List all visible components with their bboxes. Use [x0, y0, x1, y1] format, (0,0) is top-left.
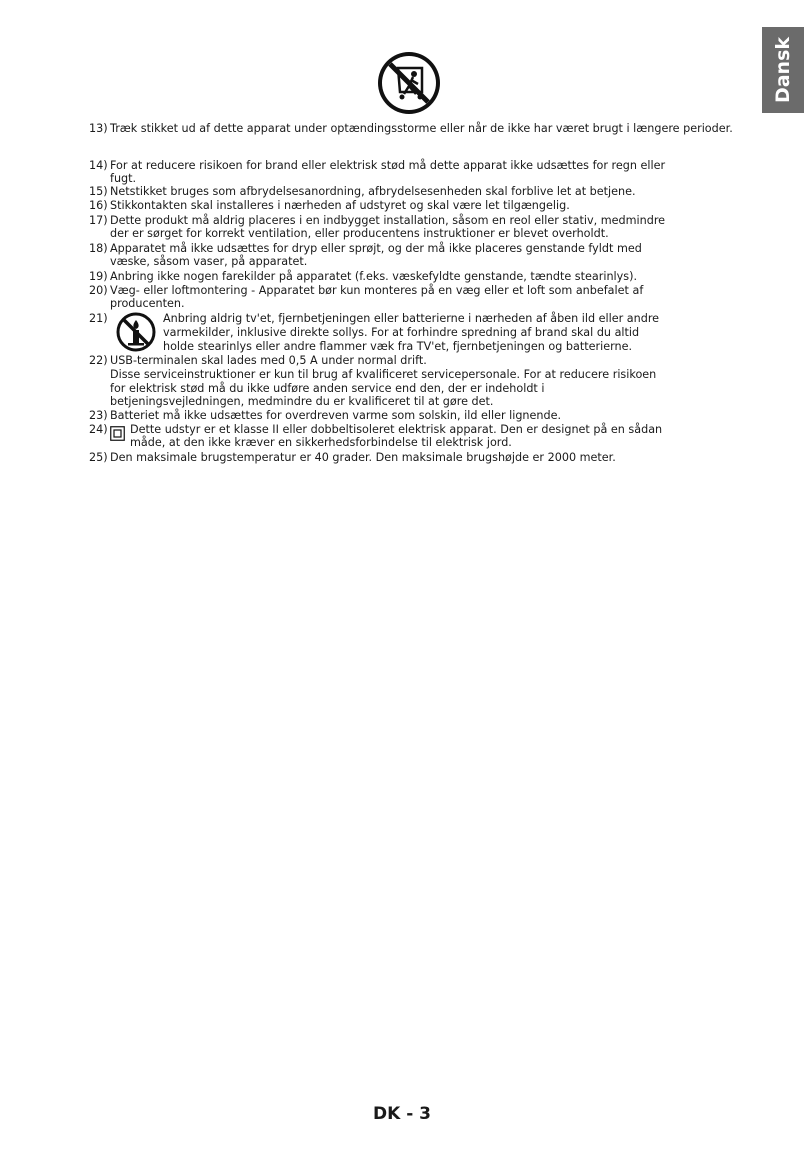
item-text: Den maksimale brugstemperatur er 40 grader. Den maksimale brugshøjde er 2000 meter. — [110, 451, 616, 464]
item-text-cont: Disse serviceinstruktioner er kun til brug af kvalificeret servicepersonale. For at reducere risikoen — [110, 368, 657, 381]
item-text: Dette udstyr er et klasse II eller dobbeltisoleret elektrisk apparat. Den er designet på en sådan — [130, 423, 663, 436]
item-text: Netstikket bruges som afbrydelsesanordning, afbrydelsesenheden skal forblive let at betjene. — [110, 185, 636, 198]
cart-tip-warning-icon — [376, 50, 442, 116]
item-text-cont: måde, at den ikke kræver en sikkerhedsforbindelse til elektrisk jord. — [130, 436, 512, 449]
item-text: Apparatet må ikke udsættes for dryp eller sprøjt, og der må ikke placeres genstande fyldt med — [110, 242, 642, 255]
item-number: 15) — [89, 185, 108, 198]
item-text-cont: der er sørget for korrekt ventilation, eller producentens instruktioner er blevet overholdt. — [110, 226, 609, 240]
item-text: Stikkontakten skal installeres i nærheden af udstyret og skal være let tilgængelig. — [110, 199, 570, 212]
item-number: 25) — [89, 451, 108, 464]
language-tab-label: Dansk — [772, 36, 795, 104]
item-text: USB-terminalen skal lades med 0,5 A under normal drift. — [110, 354, 427, 367]
no-open-flame-icon — [116, 312, 156, 352]
item-number: 22) — [89, 354, 108, 367]
item-text-cont: betjeningsvejledningen, medmindre du er kvalificeret til at gøre det. — [110, 395, 494, 408]
item-text: Væg- eller loftmontering - Apparatet bør kun monteres på en væg eller et loft som anbefalet af — [110, 284, 644, 297]
item-text: Anbring ikke nogen farekilder på apparatet (f.eks. væskefyldte genstande, tændte stearinlys). — [110, 270, 638, 283]
item-number: 20) — [89, 284, 108, 297]
item-text: Batteriet må ikke udsættes for overdreven varme som solskin, ild eller lignende. — [110, 409, 562, 422]
item-number: 14) — [89, 159, 108, 172]
item-text-cont: for elektrisk stød må du ikke udføre anden service end den, der er indeholdt i — [110, 381, 545, 395]
item-text-cont: varmekilder, inklusive direkte sollys. For at forhindre spredning af brand skal du altid — [163, 326, 640, 339]
item-number: 17) — [89, 214, 108, 227]
item-number: 23) — [89, 409, 108, 422]
item-text: Træk stikket ud af dette apparat under optændingsstorme eller når de ikke har været brugt i længere perioder. — [110, 122, 733, 135]
item-number: 24) — [89, 423, 108, 436]
item-text: Anbring aldrig tv'et, fjernbetjeningen eller batterierne i nærheden af åben ild eller andre — [163, 312, 660, 325]
item-number: 21) — [89, 312, 108, 325]
item-text-cont: holde stearinlys eller andre flammer væk fra TV'et, fjernbetjeningen og batterierne. — [163, 340, 633, 353]
item-text-cont: væske, såsom vaser, på apparatet. — [110, 254, 308, 268]
class-ii-double-square-icon — [110, 426, 125, 441]
item-number: 19) — [89, 270, 108, 283]
page-number: DK - 3 — [372, 1104, 431, 1124]
language-tab — [762, 27, 804, 113]
item-text: Dette produkt må aldrig placeres i en indbygget installation, såsom en reol eller stativ, medmindre — [110, 214, 666, 227]
item-number: 13) — [89, 122, 108, 135]
item-number: 18) — [89, 242, 108, 255]
item-text: For at reducere risikoen for brand eller elektrisk stød må dette apparat ikke udsættes for regn eller — [110, 159, 666, 172]
item-number: 16) — [89, 199, 108, 212]
item-text-cont: producenten. — [110, 296, 185, 310]
item-text-cont: fugt. — [110, 171, 137, 185]
